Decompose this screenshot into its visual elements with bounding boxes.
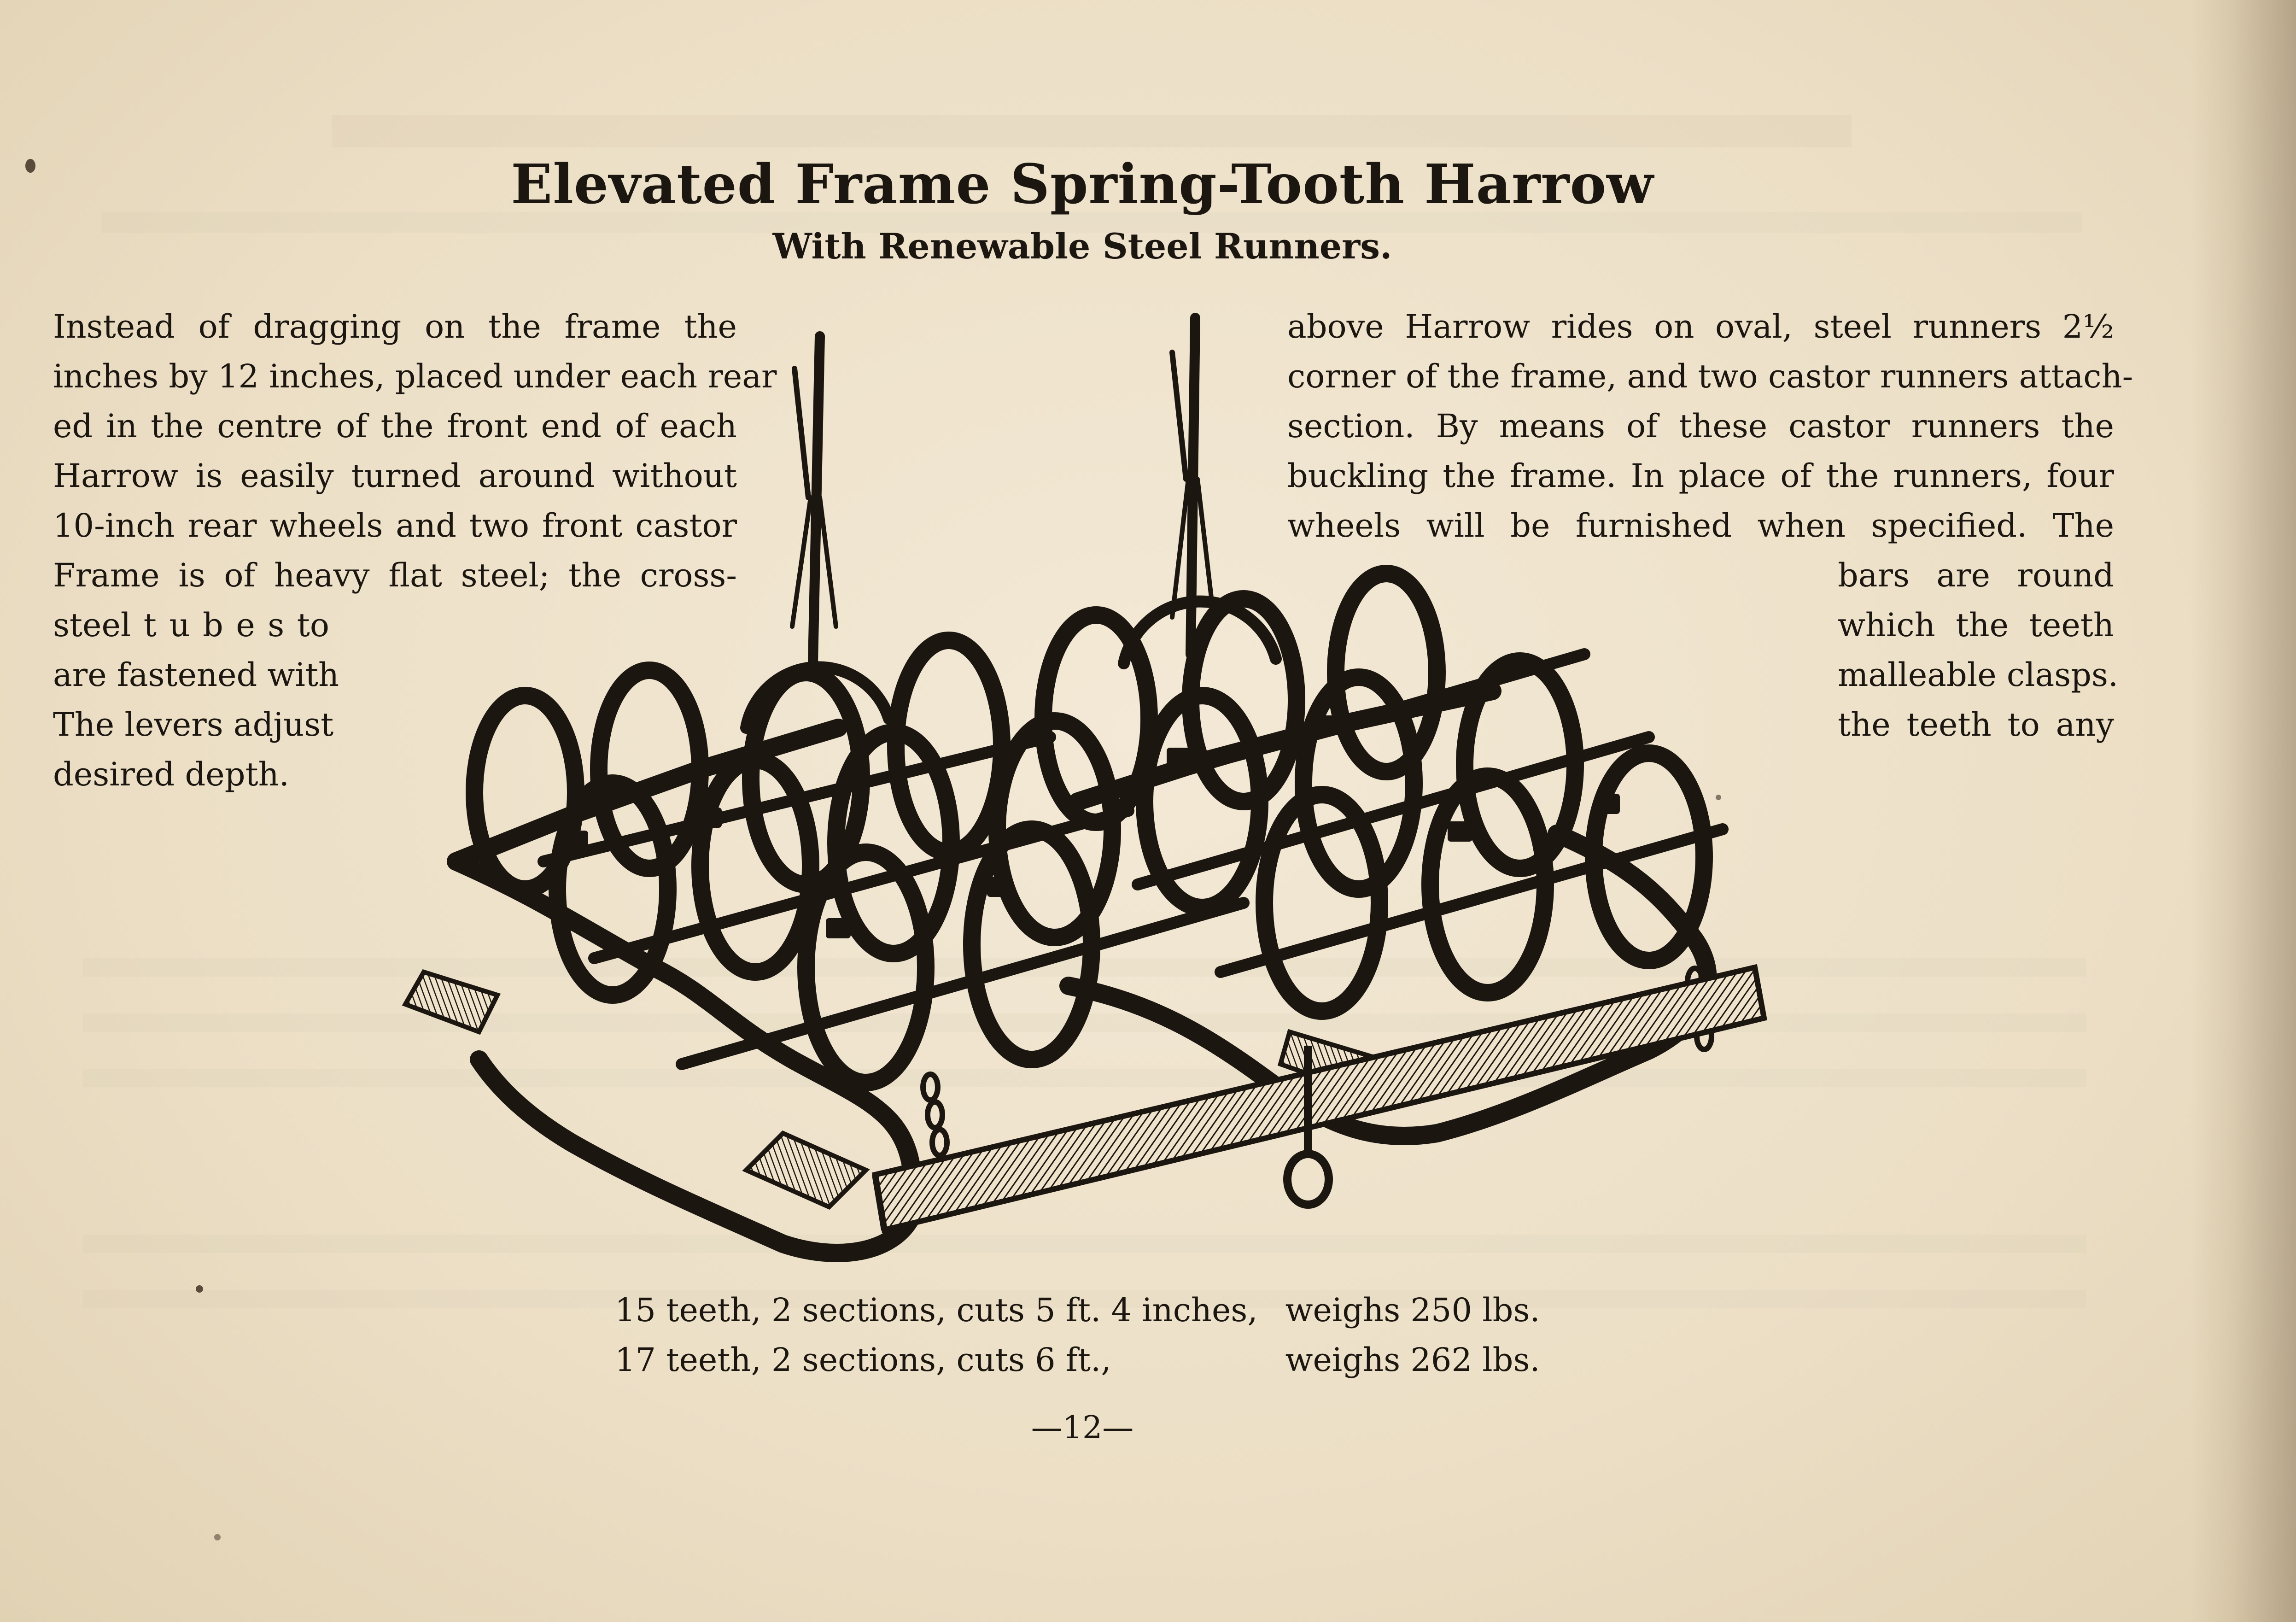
spring-tooth-harrow-engraving-icon — [378, 304, 1796, 1271]
lever-left — [792, 304, 836, 663]
text-line: inches by 12 inches, placed under each rear — [53, 357, 777, 395]
text-line: Instead of dragging on the frame the — [53, 308, 737, 345]
text-line: 10-inch rear wheels and two front castor — [53, 507, 737, 545]
text-line: buckling the frame. In place of the runners, four — [1287, 457, 2114, 495]
text-line: malleable clasps. — [1838, 656, 2119, 694]
text-line: which the teeth — [1838, 606, 2114, 644]
text-line: wheels will be furnished when specified. The — [1287, 507, 2114, 545]
specifications-table — [615, 1285, 1540, 1385]
text-line: desired depth. — [53, 755, 290, 793]
paper-speck — [214, 1534, 221, 1540]
text-line: section. By means of these castor runners the — [1287, 407, 2114, 445]
page-title: Elevated Frame Spring-Tooth Harrow — [511, 152, 1654, 216]
page-number: —12— — [1031, 1410, 1134, 1446]
spec-weight: weighs 250 lbs. — [1285, 1291, 1540, 1329]
text-line: bars are round — [1838, 556, 2114, 594]
table-row — [615, 1285, 1540, 1335]
table-row — [615, 1335, 1540, 1385]
paper-speck — [196, 1285, 203, 1293]
text-line: The levers adjust — [53, 706, 334, 744]
page-subtitle: With Renewable Steel Runners. — [772, 226, 1392, 267]
text-line: the teeth to any — [1838, 706, 2114, 744]
text-line: corner of the frame, and two castor runners attach- — [1287, 357, 2133, 395]
text-line: above Harrow rides on oval, steel runners 2½ — [1287, 308, 2114, 345]
text-line: steel t u b e s to — [53, 606, 329, 644]
spec-weight: weighs 262 lbs. — [1285, 1341, 1540, 1379]
text-line: are fastened with — [53, 656, 339, 694]
spec-description: 17 teeth, 2 sections, cuts 6 ft., — [615, 1341, 1111, 1379]
binding-gutter-shadow — [2190, 0, 2296, 1622]
text-line: Harrow is easily turned around without — [53, 457, 737, 495]
spec-description: 15 teeth, 2 sections, cuts 5 ft. 4 inches, — [615, 1291, 1258, 1329]
right-short-text-column — [1838, 550, 2119, 750]
text-line: Frame is of heavy flat steel; the cross- — [53, 556, 737, 594]
text-line: ed in the centre of the front end of each — [53, 407, 737, 445]
